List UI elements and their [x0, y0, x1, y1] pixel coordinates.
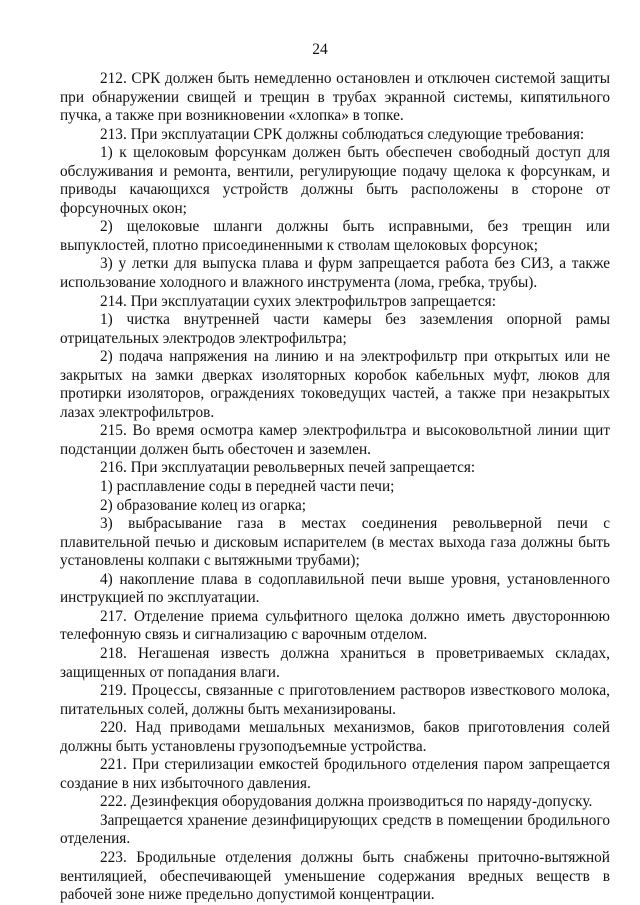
paragraph-216-item-4: 4) накопление плава в содоплавильной печи выше уровня, установленного инструкцией по эксплуатации.	[60, 570, 610, 607]
paragraph-213: 213. При эксплуатации СРК должны соблюдаться следующие требования:	[100, 125, 585, 143]
paragraph-215: 215. Во время осмотра камер электрофильтра и высоковольтной линии щит подстанции должен быть обесточен и заземлен.	[60, 422, 610, 458]
paragraph-214: 214. При эксплуатации сухих электрофильтров запрещается:	[100, 292, 496, 310]
document-body	[60, 70, 610, 905]
paragraph-221: 221. При стерилизации емкостей бродильного отделения паром запрещается создание в них избыточного давления.	[60, 756, 610, 792]
paragraph-216-item-2: 2) образование колец из огарка;	[100, 496, 307, 514]
page-number: 24	[312, 41, 328, 58]
paragraph-213-item-3: 3) у летки для выпуска плава и фурм запрещается работа без СИЗ, а также использование холодного и влажного инструмента (лома, гребка, трубы).	[60, 255, 610, 292]
paragraph-214-item-2: 2) подача напряжения на линию и на электрофильтр при открытых или не закрытых на замки дверках изоляторных коробок кабельных муфт, люков для протирки изоляторов, ограждениях токоведущих частей, а также при незакрытых лазах электрофильтров.	[60, 348, 610, 421]
paragraph-213-item-2: 2) щелоковые шланги должны быть исправными, без трещин или выпуклостей, плотно присоединенными к стволам щелоковых форсунок;	[60, 218, 610, 254]
paragraph-212: 212. СРК должен быть немедленно остановлен и отключен системой защиты при обнаружении свищей и трещин в трубах экранной системы, кипятильного пучка, а также при возникновении «хлопка» в топке.	[60, 70, 610, 125]
paragraph-219: 219. Процессы, связанные с приготовлением растворов известкового молока, питательных солей, должны быть механизированы.	[60, 682, 610, 718]
paragraph-220: 220. Над приводами мешальных механизмов, баков приготовления солей должны быть установлены грузоподъемные устройства.	[60, 719, 610, 755]
paragraph-222: 222. Дезинфекция оборудования должна производиться по наряду-допуску.	[100, 793, 593, 811]
paragraph-216: 216. При эксплуатации револьверных печей запрещается:	[100, 459, 476, 477]
paragraph-214-item-1: 1) чистка внутренней части камеры без заземления опорной рамы отрицательных электродов электрофильтра;	[60, 311, 610, 347]
paragraph-213-item-1: 1) к щелоковым форсункам должен быть обеспечен свободный доступ для обслуживания и ремонта, вентили, регулирующие подачу щелока к форсункам, и приводы качающихся устройств должны быть расположены в стороне от форсуночных окон;	[60, 144, 610, 217]
paragraph-218: 218. Негашеная известь должна храниться в проветриваемых складах, защищенных от попадания влаги.	[60, 644, 610, 681]
paragraph-216-item-1: 1) расплавление соды в передней части печи;	[100, 478, 395, 496]
paragraph-216-item-3: 3) выбрасывание газа в местах соединения револьверной печи с плавительной печью и дисковым испарителем (в местах выхода газа должны быть установлены колпаки с вытяжными трубами);	[60, 515, 610, 570]
paragraph-223: 223. Бродильные отделения должны быть снабжены приточно-вытяжной вентиляцией, обеспечивающей уменьшение содержания вредных веществ в рабочей зоне ниже предельно допустимой концентрации.	[60, 848, 610, 904]
paragraph-217: 217. Отделение приема сульфитного щелока должно иметь двустороннюю телефонную связь и сигнализацию с варочным отделом.	[60, 607, 610, 644]
paragraph-222-note: Запрещается хранение дезинфицирующих средств в помещении бродильного отделения.	[60, 811, 610, 848]
